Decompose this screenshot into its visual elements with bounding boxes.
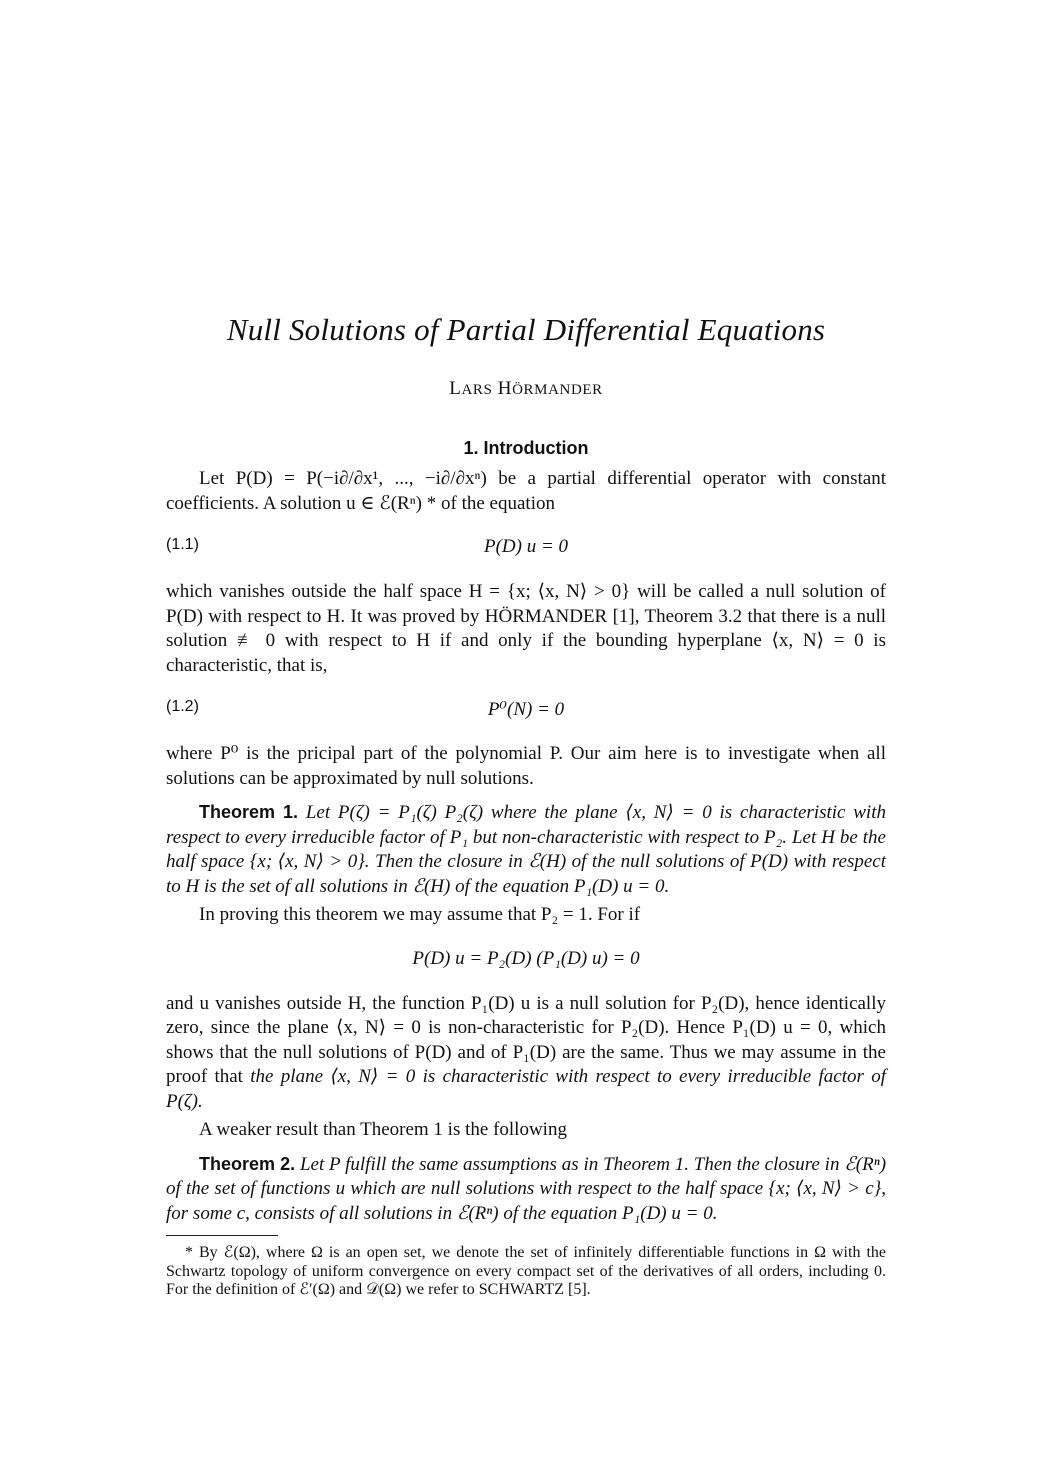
theorem-label: Theorem 2. <box>199 1153 296 1174</box>
paragraph-proof-reduction: and u vanishes outside H, the function P₁(D) u is a null solution for P₂(D), hence identically zero, since the plane ⟨x, N⟩ = 0 is non-characteristic for P₂(D). Hence P₁(D) u = 0, which shows that the null solutions of P(D) and of P₁(D) are the same. Thus we may assume in the proof that the plane ⟨x, N⟩ = 0 is characteristic with respect to every irreducible factor of P(ζ). <box>166 992 886 1112</box>
theorem-text: Let P fulfill the same assumptions as in Theorem 1. Then the closure in ℰ(Rⁿ) of the set of functions u which are null solutions with respect to the half space {x; ⟨x, N⟩ > c}, for some c, consists of all solutions in ℰ(Rⁿ) of the equation P₁(D) u = 0. <box>166 1153 887 1224</box>
equation-1-1 <box>166 536 886 560</box>
theorem-label: Theorem 1. <box>199 802 299 822</box>
section-heading: 1. Introduction <box>463 438 589 458</box>
equation-product <box>166 948 886 972</box>
equation-number: (1.2) <box>166 698 199 715</box>
paper-title: Null Solutions of Partial Differential Equations <box>226 312 826 347</box>
author-name: LARS HÖRMANDER <box>449 378 603 399</box>
paragraph-null-solution: which vanishes outside the half space H = {x; ⟨x, N⟩ > 0} will be called a null solution of P(D) with respect to H. It was proved by HÖRMANDER [1], Theorem 3.2 that there is a null solution ≢ 0 with respect to H if and only if the bounding hyperplane ⟨x, N⟩ = 0 is characteristic, that is, <box>166 581 886 676</box>
paper-page <box>166 300 886 1300</box>
equation-body: P(D) u = 0 <box>483 536 569 557</box>
theorem-text: Let P(ζ) = P₁(ζ) P₂(ζ) where the plane ⟨x, N⟩ = 0 is characteristic with respect to every irreducible factor of P₁ but non-characteristic with respect to P₂. Let H be the half space {x; ⟨x, N⟩ > 0}. Then the closure in ℰ(H) of the null solutions of P(D) with respect to H is the set of all solutions in ℰ(H) of the equation P₁(D) u = 0. <box>166 802 886 897</box>
paragraph-intro: Let P(D) = P(−i∂/∂x¹, ..., −i∂/∂xⁿ) be a partial differential operator with constant coefficients. A solution u ∈ ℰ(Rⁿ) * of the equation <box>166 468 886 514</box>
paragraph-proof-start: In proving this theorem we may assume that P₂ = 1. For if <box>199 904 641 925</box>
equation-1-2 <box>166 698 886 722</box>
theorem-2 <box>166 1152 886 1227</box>
footnote: * By ℰ(Ω), where Ω is an open set, we denote the set of infinitely differentiable functions in Ω with the Schwartz topology of uniform convergence on every compact set of the derivatives of all orders, including 0. For the definition of ℰ′(Ω) and 𝒟(Ω) we refer to SCHWARTZ [5]. <box>166 1244 886 1298</box>
paragraph-weaker-result: A weaker result than Theorem 1 is the following <box>199 1119 567 1140</box>
equation-body: P(D) u = P₂(D) (P₁(D) u) = 0 <box>412 947 640 969</box>
equation-number: (1.1) <box>166 536 199 553</box>
theorem-1 <box>166 800 886 899</box>
paragraph-aim: where P⁰ is the pricipal part of the polynomial P. Our aim here is to investigate when all solutions can be approximated by null solutions. <box>166 743 886 789</box>
footnote-rule <box>166 1235 278 1236</box>
equation-body: P⁰(N) = 0 <box>487 699 565 720</box>
